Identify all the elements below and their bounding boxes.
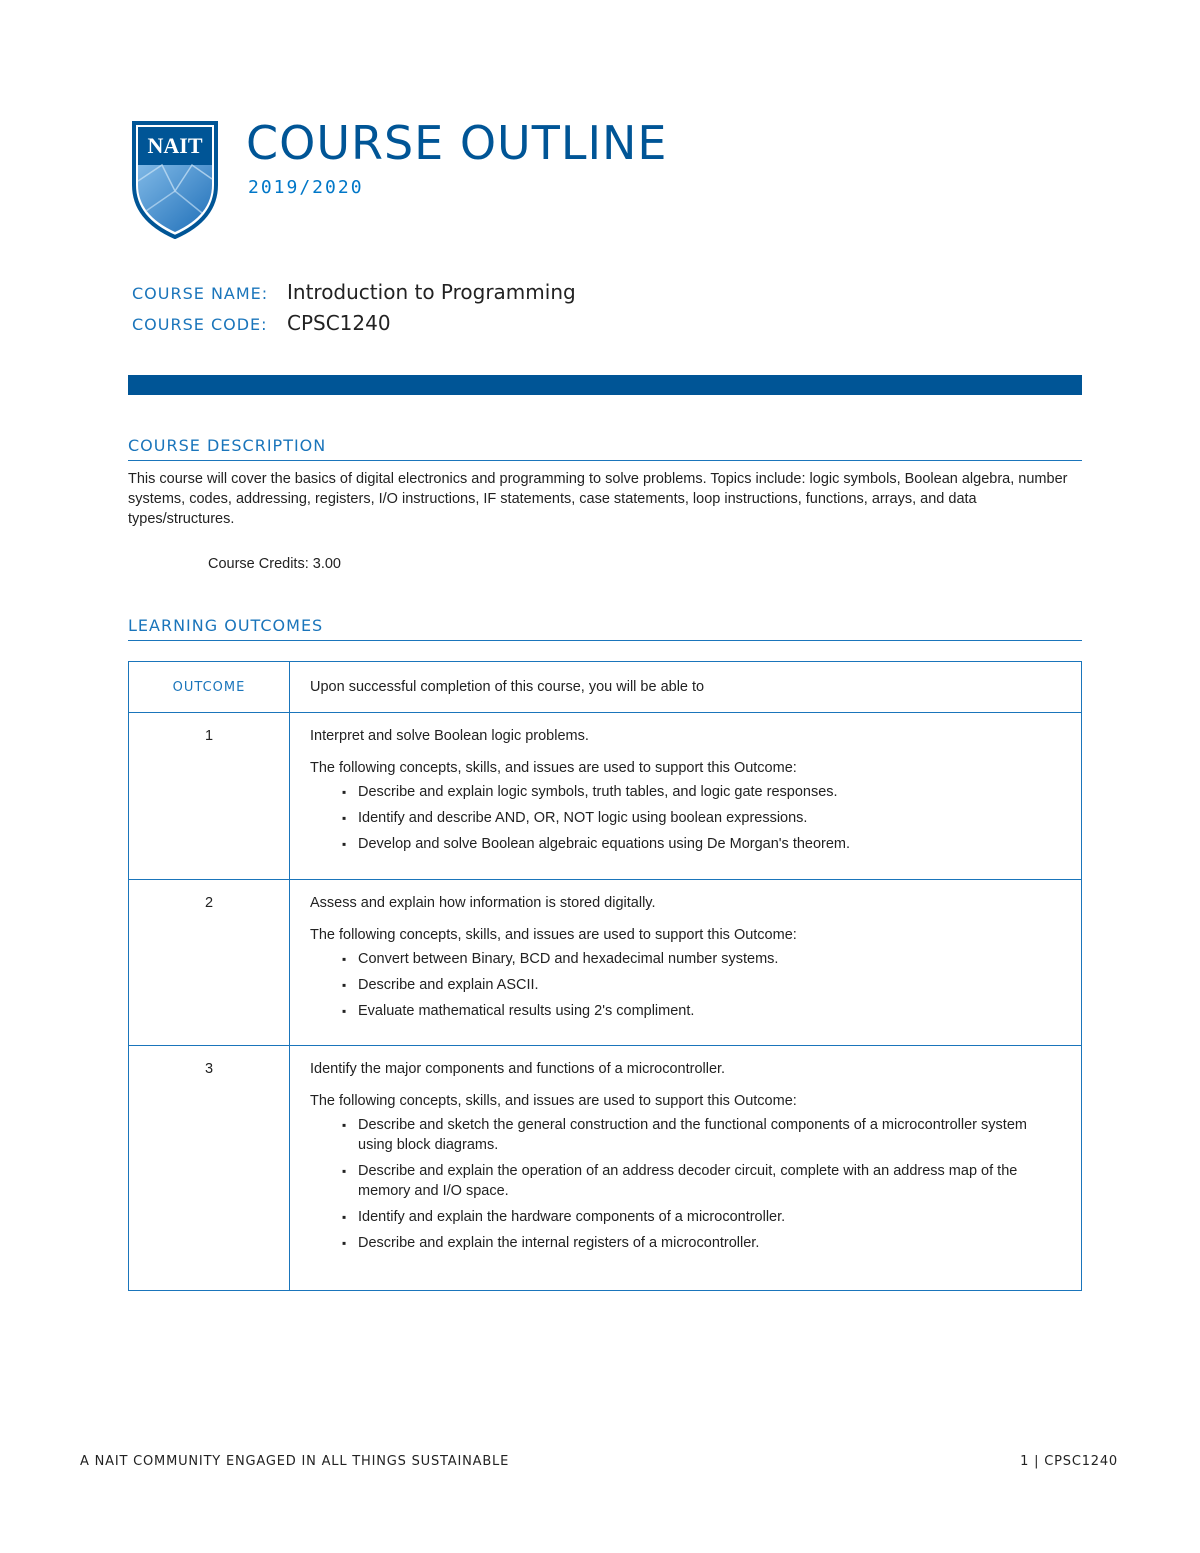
course-name-label: COURSE NAME:: [132, 284, 269, 303]
outcome-statement: Identify the major components and functions of a microcontroller.: [310, 1061, 726, 1077]
list-item: ▪ Develop and solve Boolean algebraic equations using De Morgan's theorem.: [358, 834, 1061, 854]
outcome-content: [290, 880, 1082, 1046]
outcome-content: [290, 713, 1082, 880]
table-row: [129, 880, 1082, 1046]
outcome-number: 2: [129, 880, 290, 1046]
table-row: [129, 713, 1082, 880]
learning-outcomes-table: [128, 661, 1082, 1291]
outcome-concepts-intro: The following concepts, skills, and issues are used to support this Outcome:: [310, 760, 797, 776]
outcome-number: 1: [129, 713, 290, 880]
outcome-bullet-list: [310, 949, 1061, 1021]
course-code: CPSC1240: [287, 311, 391, 335]
nait-shield-logo: [132, 121, 218, 239]
learning-outcomes-heading: LEARNING OUTCOMES: [128, 616, 1082, 641]
footer-tagline: A NAIT COMMUNITY ENGAGED IN ALL THINGS SUSTAINABLE: [80, 1454, 510, 1469]
course-name: Introduction to Programming: [287, 280, 576, 304]
list-item: ▪ Describe and explain the operation of an address decoder circuit, complete with an address map of the memory and I/O space.: [358, 1161, 1061, 1201]
list-item: ▪ Identify and explain the hardware components of a microcontroller.: [358, 1207, 1061, 1227]
outcome-bullet-list: [310, 782, 1061, 854]
table-header-row: [129, 662, 1082, 713]
outcome-number: 3: [129, 1046, 290, 1291]
outcome-statement: Assess and explain how information is stored digitally.: [310, 895, 656, 911]
list-item: ▪ Convert between Binary, BCD and hexadecimal number systems.: [358, 949, 1061, 969]
outcome-concepts-intro: The following concepts, skills, and issues are used to support this Outcome:: [310, 927, 797, 943]
academic-year: 2019/2020: [248, 177, 364, 198]
outcome-bullet-list: [310, 1115, 1061, 1253]
list-item: ▪ Describe and explain logic symbols, truth tables, and logic gate responses.: [358, 782, 1061, 802]
course-description-text: This course will cover the basics of digital electronics and programming to solve problems. Topics include: logic symbols, Boolean algebra, number systems, codes, addressing, registers, I/O instructions, IF statements, case statements, loop instructions, functions, arrays, and data types/structures.: [128, 471, 1068, 527]
outcome-description-header: Upon successful completion of this course, you will be able to: [290, 662, 1082, 713]
course-credits: Course Credits: 3.00: [208, 556, 341, 572]
list-item: ▪ Identify and describe AND, OR, NOT logic using boolean expressions.: [358, 808, 1061, 828]
course-description-heading: COURSE DESCRIPTION: [128, 436, 1082, 461]
course-code-label: COURSE CODE:: [132, 315, 268, 334]
outcome-statement: Interpret and solve Boolean logic problems.: [310, 728, 589, 744]
footer-page-number: 1 | CPSC1240: [1020, 1454, 1118, 1469]
header-divider-bar: [128, 375, 1082, 395]
table-row: [129, 1046, 1082, 1291]
outcome-content: [290, 1046, 1082, 1291]
outcome-concepts-intro: The following concepts, skills, and issues are used to support this Outcome:: [310, 1093, 797, 1109]
outcome-column-header: OUTCOME: [129, 662, 290, 713]
list-item: ▪ Evaluate mathematical results using 2's compliment.: [358, 1001, 1061, 1021]
list-item: ▪ Describe and explain ASCII.: [358, 975, 1061, 995]
list-item: ▪ Describe and explain the internal registers of a microcontroller.: [358, 1233, 1061, 1253]
document-title: COURSE OUTLINE: [246, 116, 668, 170]
list-item: ▪ Describe and sketch the general construction and the functional components of a microcontroller system using block diagrams.: [358, 1115, 1061, 1155]
logo-wordmark: NAIT: [147, 133, 203, 158]
